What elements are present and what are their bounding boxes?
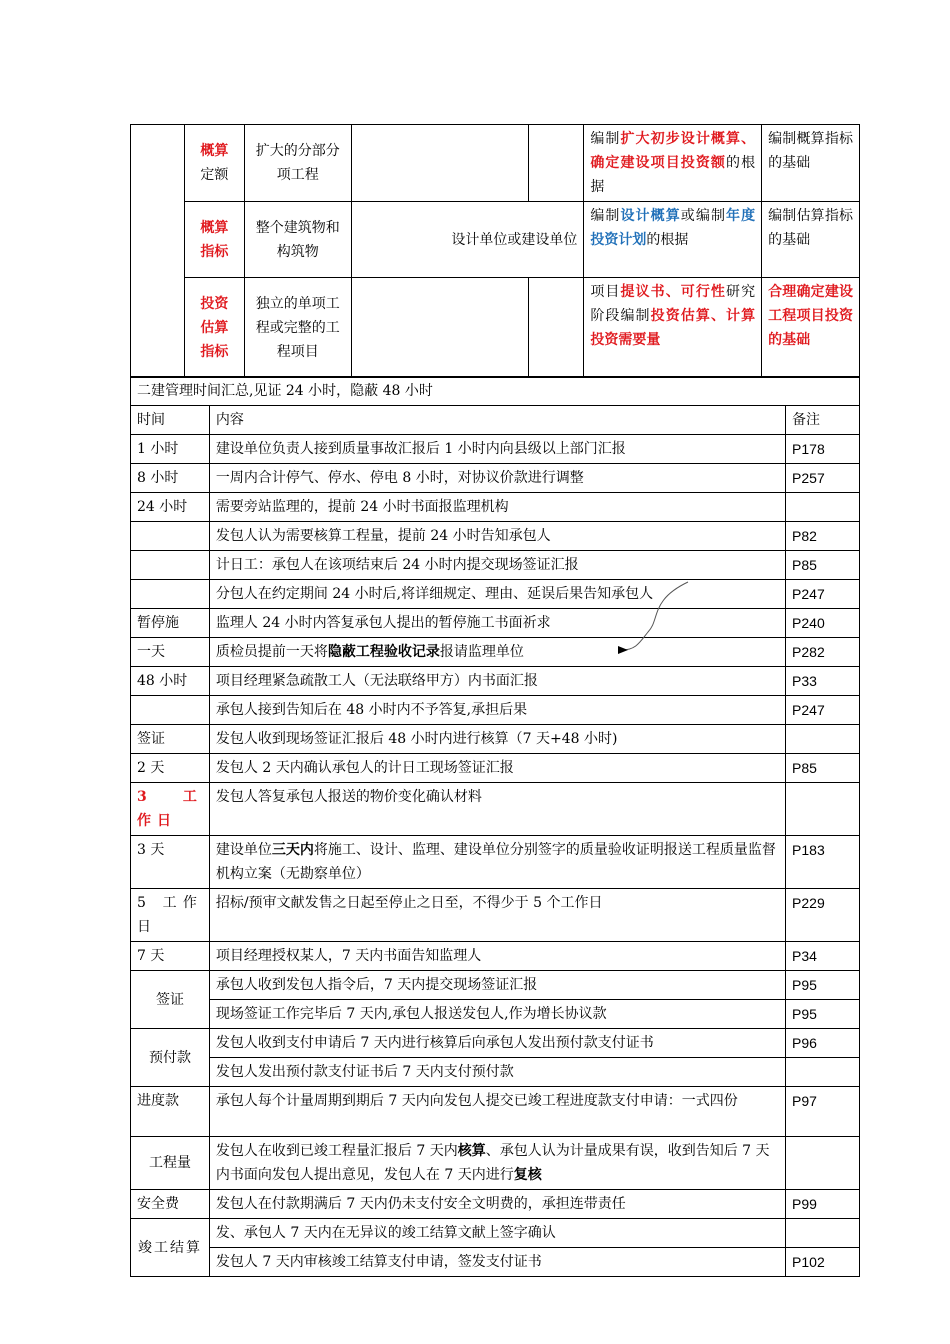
content-cell: 监理人 24 小时内答复承包人提出的暂停施工书面祈求 <box>209 609 785 638</box>
content-cell: 需要旁站监理的，提前 24 小时书面报监理机构 <box>209 493 785 522</box>
quota-base: 合理确定建设工程项目投资的基础 <box>762 278 860 378</box>
time-cell <box>131 551 210 580</box>
time-cell: 48 小时 <box>131 667 210 696</box>
content-cell: 发、承包人 7 天内在无异议的竣工结算文献上签字确认 <box>209 1219 785 1248</box>
note-cell: P178 <box>786 435 860 464</box>
content-cell: 项目经理紧急疏散工人（无法联络甲方）内书面汇报 <box>209 667 785 696</box>
content-cell: 分包人在约定期间 24 小时后,将详细规定、理由、延误后果告知承包人 <box>209 580 785 609</box>
time-cell <box>131 522 210 551</box>
note-cell: P183 <box>786 836 860 889</box>
note-cell: P229 <box>786 889 860 942</box>
content-cell: 一周内合计停气、停水、停电 8 小时，对协议价款进行调整 <box>209 464 785 493</box>
time-summary-table <box>130 376 860 1277</box>
content-cell: 发包人 7 天内审核竣工结算支付申请，签发支付证书 <box>209 1248 785 1277</box>
content-cell: 发包人答复承包人报送的物价变化确认材料 <box>209 783 785 836</box>
content-cell: 发包人认为需要核算工程量，提前 24 小时告知承包人 <box>209 522 785 551</box>
quota-name: 概算 定额 <box>184 125 244 202</box>
note-cell: P247 <box>786 696 860 725</box>
time-cell: 一天 <box>131 638 210 667</box>
blank-cell <box>131 125 185 378</box>
quota-use: 项目提议书、可行性研究阶段编制投资估算、计算投资需要量 <box>584 278 762 378</box>
quota-org: 设计单位或建设单位 <box>351 202 584 278</box>
content-cell: 承包人收到发包人指令后，7 天内提交现场签证汇报 <box>209 971 785 1000</box>
content-cell: 项目经理授权某人，7 天内书面告知监理人 <box>209 942 785 971</box>
header-time: 时间 <box>131 406 210 435</box>
content-cell: 发包人在付款期满后 7 天内仍未支付安全文明费的，承担连带责任 <box>209 1190 785 1219</box>
note-cell: P95 <box>786 971 860 1000</box>
time-cell: 8 小时 <box>131 464 210 493</box>
note-cell: P97 <box>786 1087 860 1137</box>
quota-base: 编制估算指标的基础 <box>762 202 860 278</box>
time-cell: 进度款 <box>131 1087 210 1137</box>
content-cell: 发包人收到支付申请后 7 天内进行核算后向承包人发出预付款支付证书 <box>209 1029 785 1058</box>
time-cell: 24 小时 <box>131 493 210 522</box>
note-cell: P85 <box>786 754 860 783</box>
note-cell: P34 <box>786 942 860 971</box>
content-cell: 建设单位负责人接到质量事故汇报后 1 小时内向县级以上部门汇报 <box>209 435 785 464</box>
note-cell: P102 <box>786 1248 860 1277</box>
note-cell: P82 <box>786 522 860 551</box>
note-cell <box>786 783 860 836</box>
content-cell: 发包人在收到已竣工程量汇报后 7 天内核算、承包人认为计量成果有误，收到告知后 7 天内书面向发包人提出意见，发包人在 7 天内进行复核 <box>209 1137 785 1190</box>
quota-use: 编制设计概算或编制年度投资计划的根据 <box>584 202 762 278</box>
content-cell: 发包人 2 天内确认承包人的计日工现场签证汇报 <box>209 754 785 783</box>
note-cell: P247 <box>786 580 860 609</box>
time-cell <box>131 580 210 609</box>
header-content: 内容 <box>209 406 785 435</box>
content-cell: 现场签证工作完毕后 7 天内,承包人报送发包人,作为增长协议款 <box>209 1000 785 1029</box>
quota-name: 概算 指标 <box>184 202 244 278</box>
note-cell: P257 <box>786 464 860 493</box>
quota-object: 扩大的分部分项工程 <box>244 125 351 202</box>
quota-name: 投资 估算 指标 <box>184 278 244 378</box>
content-cell: 质检员提前一天将隐蔽工程验收记录报请监理单位 <box>209 638 785 667</box>
time-cell <box>131 696 210 725</box>
time-cell: 3 天 <box>131 836 210 889</box>
content-cell: 发包人发出预付款支付证书后 7 天内支付预付款 <box>209 1058 785 1087</box>
time-cell: 7 天 <box>131 942 210 971</box>
note-cell <box>786 493 860 522</box>
time-cell: 5 工作日 <box>131 889 210 942</box>
time-cell: 预付款 <box>131 1029 210 1087</box>
note-cell: P99 <box>786 1190 860 1219</box>
time-cell: 2 天 <box>131 754 210 783</box>
summary-title: 二建管理时间汇总,见证 24 小时，隐蔽 48 小时 <box>131 377 860 406</box>
header-note: 备注 <box>786 406 860 435</box>
blank-cell <box>529 278 584 378</box>
content-cell: 发包人收到现场签证汇报后 48 小时内进行核算（7 天+48 小时) <box>209 725 785 754</box>
org-cell <box>351 278 529 378</box>
note-cell: P282 <box>786 638 860 667</box>
note-cell <box>786 1137 860 1190</box>
note-cell: P95 <box>786 1000 860 1029</box>
blank-cell <box>529 125 584 202</box>
note-cell: P96 <box>786 1029 860 1058</box>
quota-object: 整个建筑物和构筑物 <box>244 202 351 278</box>
time-cell: 竣工结算 <box>131 1219 210 1277</box>
content-cell: 招标/预审文献发售之日起至停止之日至，不得少于 5 个工作日 <box>209 889 785 942</box>
note-cell <box>786 1058 860 1087</box>
time-cell: 工程量 <box>131 1137 210 1190</box>
note-cell: P33 <box>786 667 860 696</box>
cost-quota-table <box>130 124 860 378</box>
org-cell <box>351 125 529 202</box>
time-cell: 暂停施 <box>131 609 210 638</box>
time-cell: 安全费 <box>131 1190 210 1219</box>
time-cell: 签证 <box>131 971 210 1029</box>
quota-object: 独立的单项工程或完整的工程项目 <box>244 278 351 378</box>
quota-base: 编制概算指标的基础 <box>762 125 860 202</box>
quota-use: 编制扩大初步设计概算、确定建设项目投资额的根据 <box>584 125 762 202</box>
content-cell: 承包人每个计量周期到期后 7 天内向发包人提交已竣工程进度款支付申请：一式四份 <box>209 1087 785 1137</box>
content-cell: 承包人接到告知后在 48 小时内不予答复,承担后果 <box>209 696 785 725</box>
note-cell: P85 <box>786 551 860 580</box>
note-cell <box>786 725 860 754</box>
content-cell: 建设单位三天内将施工、设计、监理、建设单位分别签字的质量验收证明报送工程质量监督机构立案（无勘察单位） <box>209 836 785 889</box>
time-cell: 1 小时 <box>131 435 210 464</box>
time-cell: 签证 <box>131 725 210 754</box>
content-cell: 计日工：承包人在该项结束后 24 小时内提交现场签证汇报 <box>209 551 785 580</box>
note-cell: P240 <box>786 609 860 638</box>
time-cell: 3 工作日 <box>131 783 210 836</box>
note-cell <box>786 1219 860 1248</box>
